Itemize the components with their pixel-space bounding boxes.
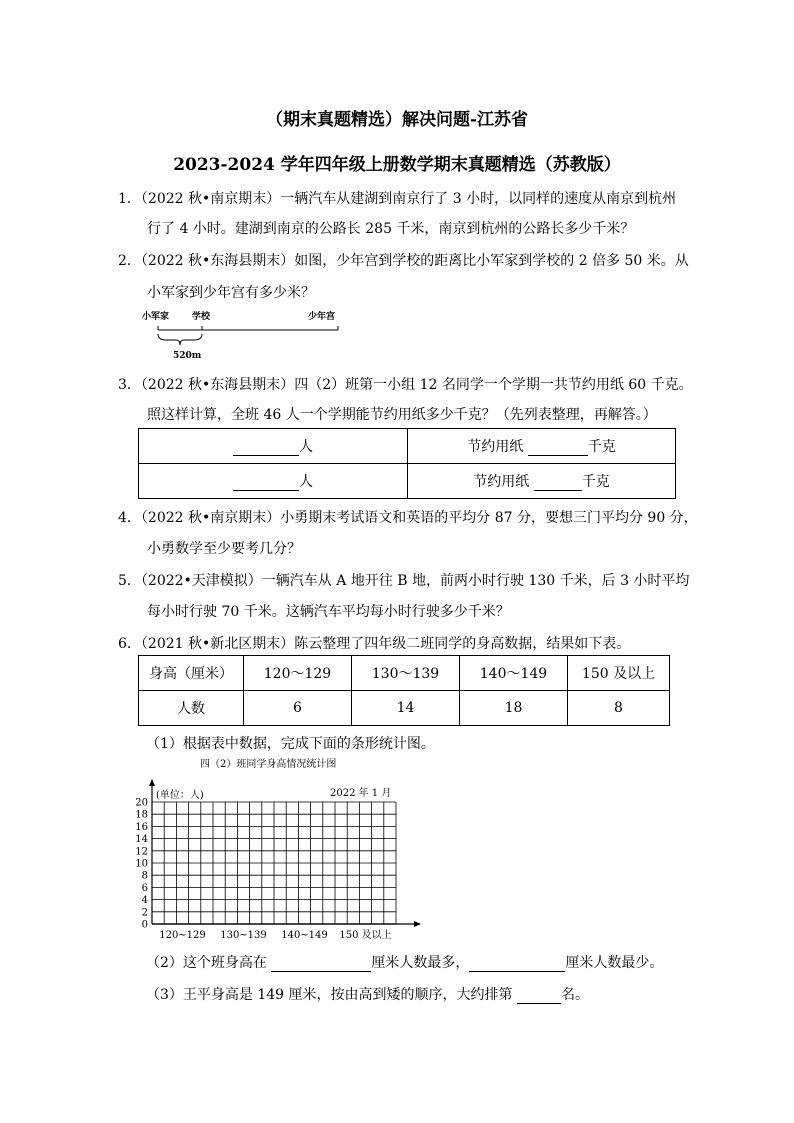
y-tick-label: 10: [135, 858, 148, 870]
y-axis-arrow-icon: [149, 779, 155, 786]
sub-question-1: （1）根据表中数据，完成下面的条形统计图。: [146, 736, 435, 752]
question-number: 3．: [118, 377, 141, 393]
table-cell: 6: [244, 691, 352, 726]
table-row: [139, 691, 670, 726]
question-1-line2: 行了 4 小时。建湖到南京的公路长 285 千米，南京到杭州的公路长多少千米？: [147, 221, 635, 237]
label-home: 小军家: [142, 312, 170, 322]
x-tick-label: 150 及以上: [339, 930, 392, 941]
chart-title: 四（2）班同学身高情况统计图: [200, 759, 337, 770]
answer-blank[interactable]: [517, 989, 561, 1004]
question-text: （2022 秋•南京期末）一辆汽车从建湖到南京行了 3 小时，以同样的速度从南京到杭州: [140, 191, 677, 207]
answer-blank[interactable]: [469, 957, 565, 972]
distance-diagram: [140, 305, 360, 365]
table-header-cell: 120～129: [244, 656, 352, 691]
table-row: [139, 656, 670, 691]
x-tick-label: 140~149: [281, 930, 328, 941]
table-header-cell: 身高（厘米）: [139, 656, 244, 691]
question-6: [118, 633, 630, 653]
table-cell: 8: [568, 691, 670, 726]
answer-blank[interactable]: [534, 476, 582, 491]
question-number: 6．: [118, 636, 141, 652]
question-1: [118, 188, 676, 208]
question-4-line2: 小勇数学至少要考几分？: [147, 541, 301, 557]
label-palace: 少年宫: [308, 312, 336, 322]
y-tick-label: 6: [141, 882, 148, 894]
question-2-line2: 小军家到少年宫有多少米？: [147, 285, 315, 301]
table-cell: 节约用纸 千克: [408, 464, 676, 499]
question-3: [118, 374, 693, 394]
y-tick-label: 18: [135, 809, 148, 821]
question-number: 1．: [118, 191, 141, 207]
table-cell: 人: [139, 429, 408, 464]
answer-blank[interactable]: [233, 441, 299, 456]
table-cell: 14: [352, 691, 460, 726]
question-number: 5．: [118, 573, 141, 589]
answer-blank[interactable]: [233, 476, 299, 491]
question-2: [118, 250, 689, 270]
bar-chart: [120, 752, 430, 947]
question-text: （2021 秋•新北区期末）陈云整理了四年级二班同学的身高数据，结果如下表。: [140, 636, 631, 652]
question-3-line2: 照这样计算，全班 46 人一个学期能节约用纸多少千克？（先列表整理，再解答。）: [147, 407, 657, 423]
table-header-cell: 140～149: [460, 656, 568, 691]
page-title: （期末真题精选）解决问题-江苏省: [265, 110, 529, 130]
y-tick-label: 4: [141, 895, 148, 907]
answer-blank[interactable]: [271, 957, 371, 972]
y-tick-label: 8: [141, 870, 148, 882]
question-4: [118, 507, 698, 527]
question-text: （2022•天津模拟）一辆汽车从 A 地开往 B 地，前两小时行驶 130 千米，后 3 小时平均: [140, 573, 690, 589]
brace-icon: [158, 334, 202, 345]
page-subtitle: 2023-2024 学年四年级上册数学期末真题精选（苏教版）: [173, 155, 621, 175]
table-header-cell: 150 及以上: [568, 656, 670, 691]
height-table: [138, 655, 670, 726]
y-tick-label: 16: [135, 821, 148, 833]
question-number: 2．: [118, 253, 141, 269]
table-cell: 18: [460, 691, 568, 726]
answer-blank[interactable]: [528, 441, 588, 456]
question-5: [118, 570, 689, 590]
question-number: 4．: [118, 510, 141, 526]
sub-question-3: （3）王平身高是 149 厘米，按由高到矮的顺序，大约排第 名。: [146, 987, 589, 1003]
x-tick-label: 120~129: [159, 930, 206, 941]
table-header-cell: 130～139: [352, 656, 460, 691]
label-distance: 520m: [173, 351, 202, 361]
chart-unit: (单位：人): [156, 790, 204, 801]
table-cell: 人数: [139, 691, 244, 726]
table-cell: 节约用纸 千克: [408, 429, 676, 464]
y-tick-label: 14: [135, 834, 148, 846]
organize-table: [138, 428, 676, 499]
label-school: 学校: [192, 312, 211, 322]
y-tick-label: 2: [141, 907, 148, 919]
x-axis-arrow-icon: [414, 921, 421, 927]
y-tick-label: 12: [135, 846, 148, 858]
chart-date: 2022 年 1 月: [330, 788, 392, 799]
question-text: （2022 秋•东海县期末）如图，少年宫到学校的距离比小军家到学校的 2 倍多 50 米。从: [140, 253, 689, 269]
question-5-line2: 每小时行驶 70 千米。这辆汽车平均每小时行驶多少千米？: [147, 604, 510, 620]
table-cell: 人: [139, 464, 408, 499]
question-text: （2022 秋•东海县期末）四（2）班第一小组 12 名同学一个学期一共节约用纸 60 千克。: [140, 377, 693, 393]
y-tick-label: 20: [135, 797, 148, 809]
y-tick-label: 0: [141, 919, 148, 931]
question-text: （2022 秋•南京期末）小勇期末考试语文和英语的平均分 87 分，要想三门平均分 90 分，: [140, 510, 698, 526]
x-tick-label: 130~139: [220, 930, 267, 941]
sub-question-2: （2）这个班身高在 厘米人数最多， 厘米人数最少。: [146, 955, 664, 971]
